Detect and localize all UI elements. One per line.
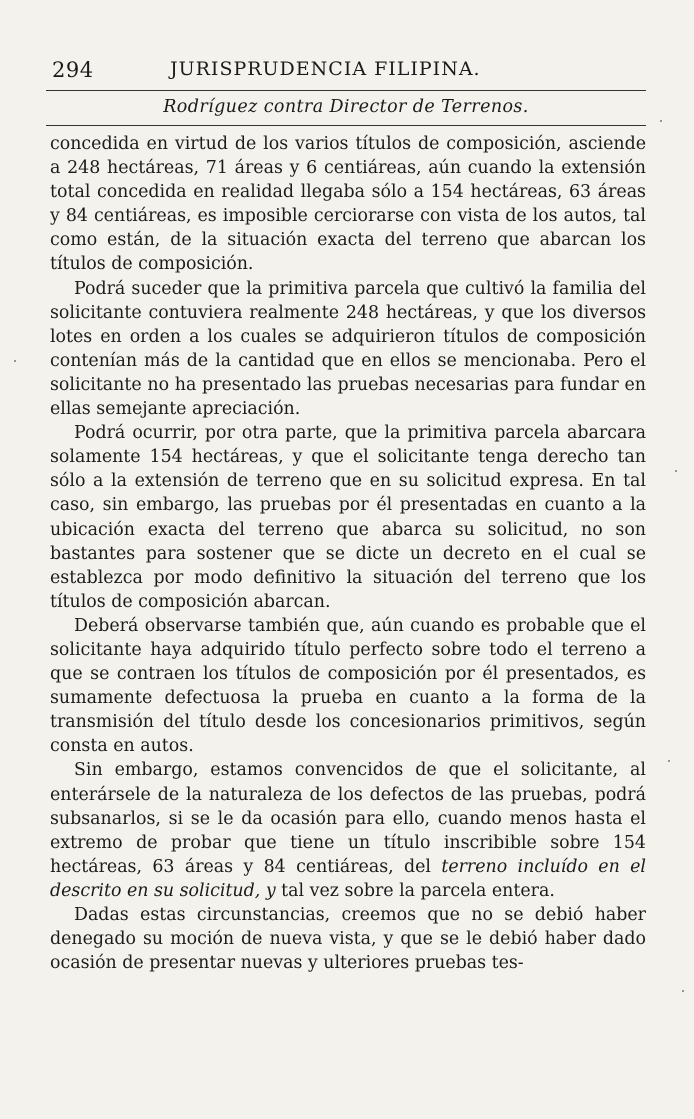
paper-speck xyxy=(668,760,670,762)
case-title: Rodríguez contra Director de Terrenos. xyxy=(163,97,529,117)
paragraph-1: concedida en virtud de los varios títulos de composición, asciende a 248 hectáreas, 71 áreas y 6 centiáreas, aún cuando la extensión total concedida en realidad llegaba sólo a 154 hectáreas, 63 áreas y 84 centiáreas, es imposible cerciorarse con vista de los autos, tal como están, de la situación exacta del terreno que abarcan los títulos de composición. xyxy=(50,134,646,275)
paragraph-5-italic: terreno incluído en el descrito en su solicitud, y xyxy=(50,856,646,901)
journal-title: JURISPRUDENCIA FILIPINA. xyxy=(170,58,481,80)
running-head xyxy=(46,52,646,86)
paragraph-2: Podrá suceder que la primitiva parcela que cultivó la familia del solicitante contuviera realmente 248 hectáreas, y que los diversos lotes en orden a los cuales se adquirieron títulos de composición contenían más de la cantidad que en ellos se mencionaba. Pero el solicitante no ha presentado las pruebas necesarias para fundar en ellas semejante apreciación. xyxy=(50,278,646,420)
book-page xyxy=(46,52,646,975)
paragraph-5-text: Sin embargo, estamos convencidos de que el solicitante, al enterársele de la naturaleza de los defectos de las pruebas, podrá subsanarlos, si se le da ocasión para ello, cuando menos hasta el extremo de probar que tiene un título inscribible sobre 154 hectáreas, 63 áreas y 84 centiáreas, del xyxy=(50,760,646,877)
paragraph-5 xyxy=(50,758,646,903)
header-rule-bottom xyxy=(46,125,646,126)
body-text xyxy=(50,132,646,975)
paragraph-6: Dadas estas circunstancias, creemos que no se debió haber denegado su moción de nueva vista, y que se le debió haber dado ocasión de presentar nuevas y ulteriores pruebas tes- xyxy=(50,905,646,974)
paper-speck xyxy=(675,470,677,472)
paragraph-5-end: tal vez sobre la parcela entera. xyxy=(275,880,555,901)
paragraph-4: Deberá observarse también que, aún cuando es probable que el solicitante haya adquirido título perfecto sobre todo el terreno a que se contraen los títulos de composición por él presentados, es sumamente defectuosa la prueba en cuanto a la forma de la transmisión del título desde los concesionarios primitivos, según consta en autos. xyxy=(50,615,646,757)
paper-speck xyxy=(682,990,684,992)
paper-speck xyxy=(660,120,662,122)
paper-speck xyxy=(14,360,16,362)
page-number: 294 xyxy=(52,58,94,82)
paragraph-3: Podrá ocurrir, por otra parte, que la primitiva parcela abarcara solamente 154 hectáreas, y que el solicitante tenga derecho tan sólo a la extensión de terreno que en su solicitud expresa. En tal caso, sin embargo, las pruebas por él presentadas en cuanto a la ubicación exacta del terreno que abarca su solicitud, no son bastantes para sostener que se dicte un decreto en el cual se establezca por modo definitivo la situación del terreno que los títulos de composición abarcan. xyxy=(50,423,646,612)
